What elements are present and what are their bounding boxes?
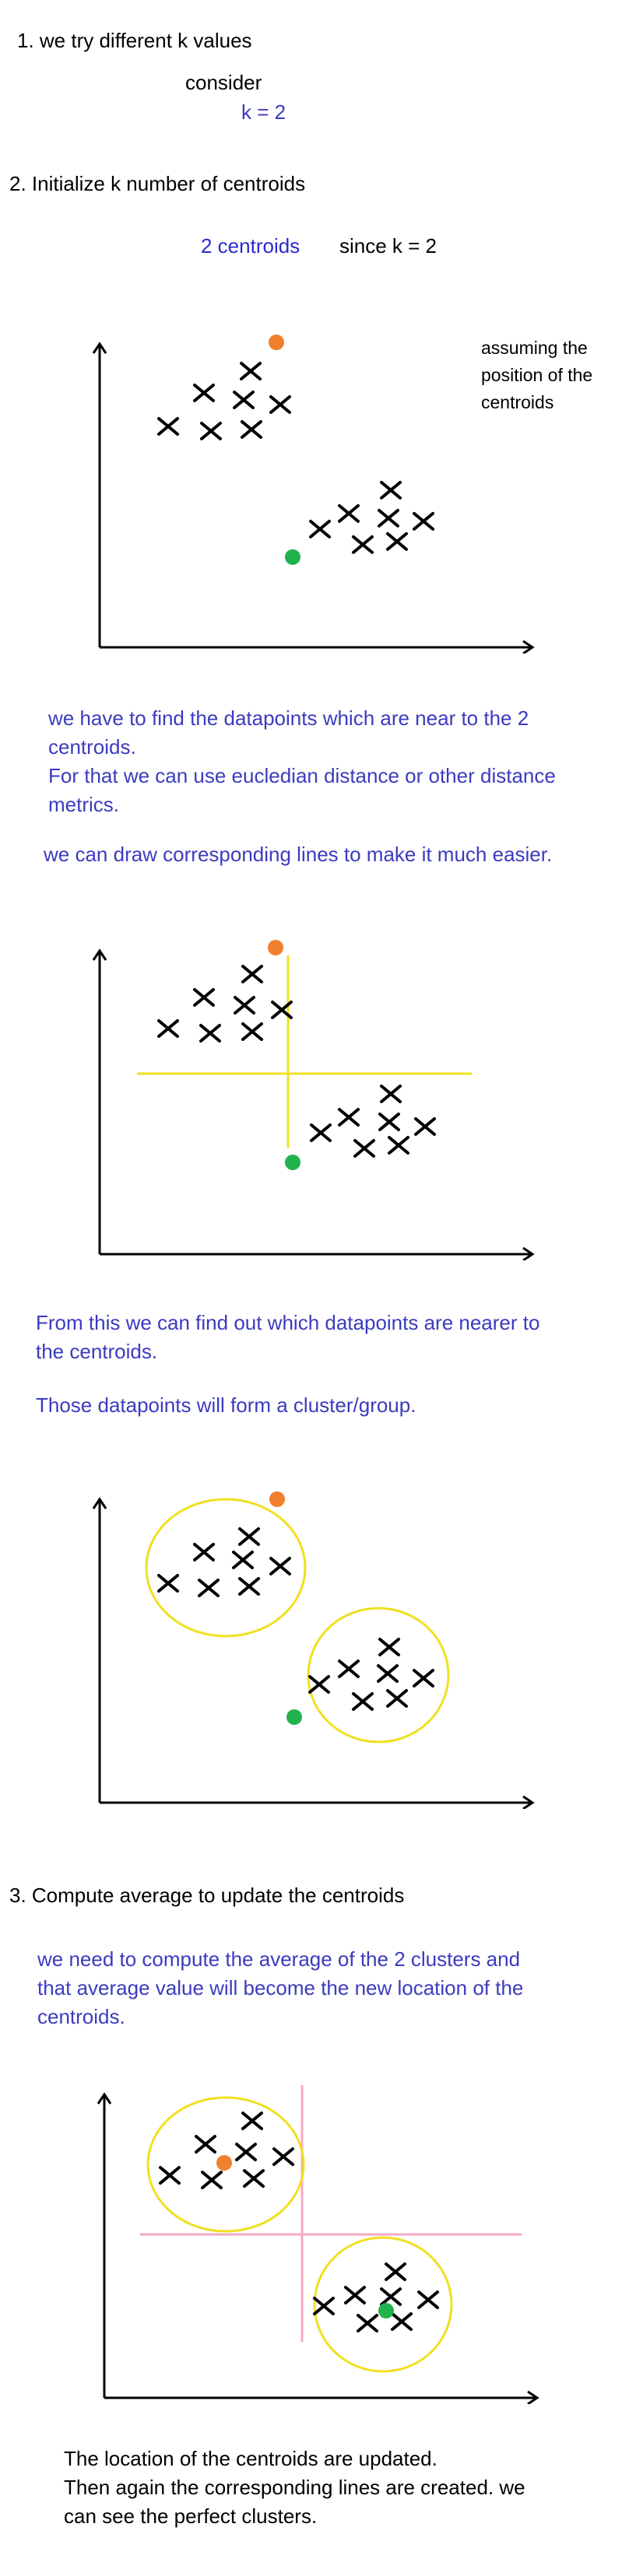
axes [93, 344, 532, 654]
centroid-orange [269, 1491, 285, 1507]
data-point [353, 537, 372, 552]
cluster-b-points [311, 482, 433, 552]
data-point [339, 1661, 358, 1677]
paragraph-cluster: Those datapoints will form a cluster/group. [36, 1393, 416, 1417]
data-point [244, 2171, 263, 2186]
figure-clusters [0, 1482, 629, 1809]
conclusion-line: can see the perfect clusters. [64, 2504, 318, 2528]
data-point [314, 2298, 333, 2314]
updated-divider-lines [140, 2085, 522, 2342]
paragraph-lines: we can draw corresponding lines to make it much easier. [44, 843, 553, 866]
data-point [311, 1125, 330, 1141]
data-point [414, 1670, 433, 1686]
data-point [201, 1025, 220, 1041]
data-point [202, 2172, 221, 2188]
para-line: For that we can use eucledian distance or other distance [48, 764, 556, 787]
data-point [416, 1119, 434, 1134]
data-point [241, 363, 260, 379]
note-line: centroids [481, 392, 554, 412]
axes [93, 951, 532, 1260]
figure-initial-centroids [0, 327, 629, 654]
conclusion-line: Then again the corresponding lines are created. we [64, 2476, 525, 2499]
data-point [379, 510, 398, 526]
centroid-orange [269, 335, 284, 350]
data-point [159, 1575, 177, 1591]
data-point [310, 1677, 329, 1692]
step2-title: 2. Initialize k number of centroids [9, 172, 306, 195]
data-point [386, 2264, 405, 2280]
conclusion-line: The location of the centroids are updated. [64, 2447, 437, 2470]
data-point [242, 422, 261, 437]
cluster-rings [146, 1499, 448, 1742]
data-point [339, 1109, 358, 1125]
centroid-orange-updated [216, 2155, 232, 2171]
k-equals-label: k = 2 [241, 100, 286, 124]
data-point [237, 2144, 255, 2160]
centroid-orange [268, 940, 283, 955]
data-point [234, 1552, 252, 1568]
cluster-a-points [159, 1529, 290, 1596]
data-point [271, 397, 290, 412]
note-line: assuming the [481, 338, 588, 358]
data-point [195, 385, 213, 401]
figure-updated-centroids [0, 2077, 629, 2404]
data-point [346, 2287, 364, 2303]
data-point [195, 1544, 213, 1560]
para-line: centroids. [48, 735, 136, 759]
data-point [199, 1580, 218, 1596]
data-point [271, 1558, 290, 1574]
paragraph-distance [48, 704, 593, 819]
data-point [160, 2168, 179, 2183]
step3-title: 3. Compute average to update the centroids [9, 1884, 405, 1907]
data-point [195, 990, 213, 1005]
data-point [381, 1086, 400, 1102]
data-point [243, 1024, 262, 1039]
data-point [202, 423, 220, 439]
data-point [388, 534, 406, 549]
data-point [380, 1114, 399, 1130]
cluster-b-points [314, 2264, 437, 2331]
note-line: position of the [481, 365, 593, 385]
data-point [392, 2314, 411, 2329]
data-point [234, 392, 253, 408]
cluster-a-points [159, 363, 290, 439]
centroids-count-label: 2 centroids [201, 234, 300, 258]
data-point [159, 1021, 177, 1036]
divider-lines [137, 955, 472, 1148]
data-point [378, 1666, 397, 1681]
data-point [381, 2289, 400, 2304]
para-line: we need to compute the average of the 2 clusters and [37, 1947, 521, 1971]
para-line: the centroids. [36, 1340, 158, 1363]
data-point [240, 1529, 258, 1544]
data-point [196, 2136, 215, 2152]
para-line: we have to find the datapoints which are near to the 2 [48, 706, 529, 730]
step1-title: 1. we try different k values [17, 29, 252, 52]
cluster-b-points [311, 1086, 434, 1156]
paragraph-nearer [36, 1309, 596, 1366]
figure-divider-lines [0, 934, 629, 1260]
since-k-label: since k = 2 [339, 234, 437, 258]
data-point [381, 482, 400, 498]
centroid-green [286, 1709, 302, 1725]
cluster-a-points [160, 2113, 293, 2188]
centroid-green [285, 549, 300, 565]
data-point [311, 521, 329, 537]
data-point [159, 419, 177, 434]
consider-label: consider [185, 71, 262, 94]
data-point [388, 1691, 406, 1706]
data-point [353, 1694, 372, 1709]
data-point [240, 1579, 258, 1594]
para-line: metrics. [48, 793, 119, 816]
centroid-green [285, 1155, 300, 1170]
para-line: centroids. [37, 2005, 125, 2028]
data-point [358, 2315, 377, 2331]
data-point [355, 1141, 374, 1156]
data-point [380, 1639, 399, 1655]
data-point [274, 2149, 293, 2164]
data-point [419, 2292, 437, 2308]
axes [98, 2094, 537, 2404]
cluster-b-points [310, 1639, 433, 1709]
data-point [243, 966, 262, 982]
conclusion-text [64, 2445, 609, 2531]
data-point [243, 2113, 262, 2129]
para-line: From this we can find out which datapoints are nearer to [36, 1311, 540, 1334]
data-point [235, 997, 254, 1013]
cluster-a-points [159, 966, 291, 1041]
data-point [339, 506, 358, 521]
centroid-green-updated [378, 2303, 394, 2318]
paragraph-average [37, 1945, 598, 2031]
data-point [414, 513, 433, 529]
data-point [389, 1137, 408, 1153]
para-line: that average value will become the new location of the [37, 1976, 524, 1999]
